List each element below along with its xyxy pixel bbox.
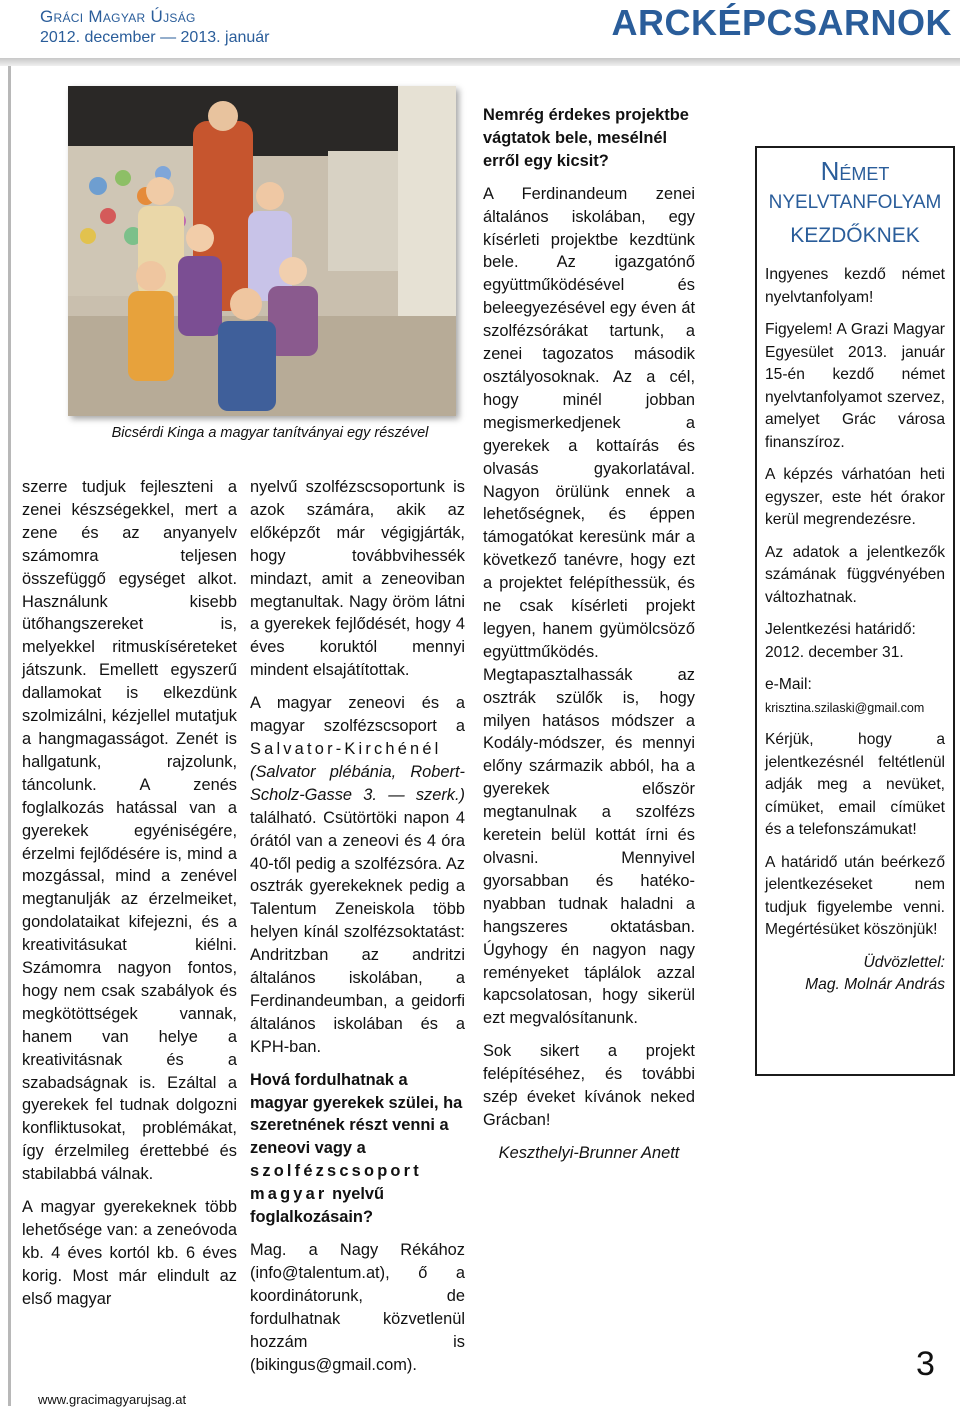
article-paragraph (250, 692, 465, 1059)
side-rule (8, 66, 11, 1406)
signature: Mag. Molnár András (805, 976, 945, 993)
publication-name: Gráci Magyar Újság (40, 7, 196, 26)
article-column-3 (483, 104, 695, 1175)
deadline-label: Jelentkezési határidő: (765, 621, 916, 638)
footer-url[interactable]: www.gracimagyarujsag.at (38, 1392, 187, 1407)
box-title (765, 156, 945, 252)
deadline (765, 619, 945, 664)
interview-question: Nemrég érdekes projektbe vágtatok bele, mesélnél erről egy kicsit? (483, 106, 689, 170)
page-number: 3 (916, 1345, 935, 1383)
question-text: Hová fordulhatnak a magyar gyerekek szülei, ha szeretnének részt venni a zeneovi vagy a (250, 1070, 463, 1158)
issue-date: 2012. december — 2013. január (40, 29, 270, 46)
box-paragraph: Az adatok a jelentkezők számának függvényében változhatnak. (765, 543, 945, 606)
box-paragraph: Ingyenes kezdő német nyelvtanfolyam! (765, 266, 945, 306)
author-name: Keszthelyi-Brunner Anett (498, 1143, 680, 1162)
article-paragraph: szerre tudjuk fejleszteni a zenei készségekkel, mert a zene és az anyanyelv számomra teljesen összefüggő egységet alkot. Használunk kisebb ütőhangszereket is, melyekkel ritmuskíséreteket játszunk. Emellett egyszerű dallamokat is elkezdünk szolmizálni, kézjellel mutatjuk a hangmagasságot. Zenét is hallgatunk, rajzolunk, táncolunk. A zenés foglalkozás hatással van a gyerekek egyéniségére, érzelmi fejlődésére is, mind a mozgással, mind a zenével megtanulják az érzelmeiket, gondolataikat kifejezni, és a kreativitásukat kiélni. Számomra nagyon fontos, hogy nem csak szabályok és megkötöttségek vannak, hanem van helye a kreativitásnak és a szabadságnak is. Ezáltal a gyerekek fel tudnak dolgozni konfliktusokat, problémákat, így érzelmileg érettebbé és stabilabbá válnak. (22, 478, 237, 1184)
box-title-line: KEZDŐKNEK (790, 224, 920, 247)
deadline-date: 2012. december 31. (765, 643, 904, 661)
box-title-line: Német (820, 156, 890, 186)
box-title-line: NYELVTANFOLYAM (768, 192, 942, 213)
header-rule (0, 58, 960, 66)
article-paragraph: A magyar gyerekeknek több lehetősége van: a zeneóvoda kb. 4 éves kortól kb. 6 éves korig. Most már elindult az első magyar (22, 1198, 237, 1308)
group-photo (68, 86, 456, 416)
venue-name: Salvator-Kirchénél (250, 739, 442, 758)
article-column-2 (250, 476, 465, 1376)
article-text: található. Csütörtöki napon 4 órától van a zeneovi és 4 óra 40-től pedig a szolfézsóra. Az osztrák gyerekeknek pedig a Talentum Zeneiskola több helyen kínál szolfézsoktatást: Andritzban az andritzi általános iskolában, a Ferdinandeumban, a geidorfi általános iskolában és a KPH-ban. (250, 808, 465, 1056)
email-contact (765, 674, 945, 719)
article-paragraph: A Ferdinandeum zenei általános iskolában, egy kísérleti projektbe kezdtünk bele. Az igazgatónő együttműködésével és beleegyezésével egy éven át szolfézsórákat tartunk, a zenei tagozatos második osztályosoknak. Az a cél, hogy minél jobban megismerkedjenek a gyerekek a kottaírás és olvasás gyakorlatával. Nagyon örülünk ennek a lehetőségnek, és éppen támogatókat keresünk már a következő tanévre, hogy ezt a projektet felépíthessük, és ne csak kísérleti projekt legyen, hanem gyümölcsöző együttműködés. Megtapasztalhassák az osztrák szülők is, hogy milyen hatásos módszer a Kodály-módszer, és mennyi előny származik abból, ha a gyerekek először megtanulnak a szolfézs keretein belül kottát írni és olvasni. Mennyivel gyorsabban és hatéko-nyabban tudnak haladni a hangszeres oktatásban. Úgyhogy én nagyon nagy reményeket táplálok azzal kapcsolatosan, hogy sikerül ezt megvalósítanunk. (483, 184, 695, 1028)
contact-paragraph: Mag. a Nagy Rékához (info@talentum.at), ő a koordinátorunk, de fordulhatnak közvetlenül hozzám is (bikingus@gmail.com). (250, 1241, 465, 1374)
question-text: szolfézscsoport magyar (250, 1162, 422, 1204)
question-text: nyelvű foglalkozásain? (250, 1185, 385, 1227)
article-paragraph: Sok sikert a projekt felépítéséhez, és további szép éveket kívánok neked Grácban! (483, 1042, 695, 1129)
email-label: e-Mail: (765, 676, 812, 693)
box-paragraph: Figyelem! A Grazi Magyar Egyesület 2013. január 15-én kezdő német nyelvtanfolyamot szervez, amelyet Grác városa finanszíroz. (765, 321, 945, 451)
article-paragraph: nyelvű szolfézscsoportunk is azok számára, akik az előképzőt már végigjárták, hogy továbbvihessék mindazt, amit a zeneoviban megtanultak. Nagy öröm látni a gyerekek fejlődését, hogy 4 éves koruktól mennyi mindent elsajátítottak. (250, 478, 465, 680)
course-announcement-box (755, 146, 955, 1076)
greeting-text: Üdvözlettel: (863, 953, 945, 971)
section-title: ARCKÉPCSARNOK (611, 2, 952, 43)
box-paragraph: Kérjük, hogy a jelentkezésnél feltétlenül adják meg a nevüket, címüket, email címüket és a telefonszámukat! (765, 731, 945, 838)
venue-address: (Salvator plébánia, Robert-Scholz-Gasse 3. — szerk.) (250, 762, 465, 804)
email-address[interactable]: krisztina.szilaski@gmail.com (765, 700, 925, 715)
photo-caption: Bicsérdi Kinga a magyar tanítványai egy részével (111, 425, 429, 441)
article-text: A magyar zeneovi és a magyar szolfézscsoport a (250, 694, 465, 736)
box-paragraph: A képzés várhatóan heti egyszer, este hét órakor kerül megrendezésre. (765, 466, 945, 528)
interview-question (250, 1069, 465, 1229)
article-column-1 (22, 476, 237, 1311)
greeting (765, 952, 945, 997)
box-paragraph: A határidő után beérkező jelentkezéseket nem tudjuk figyelembe venni. Megértésüket köszönjük! (765, 853, 945, 938)
